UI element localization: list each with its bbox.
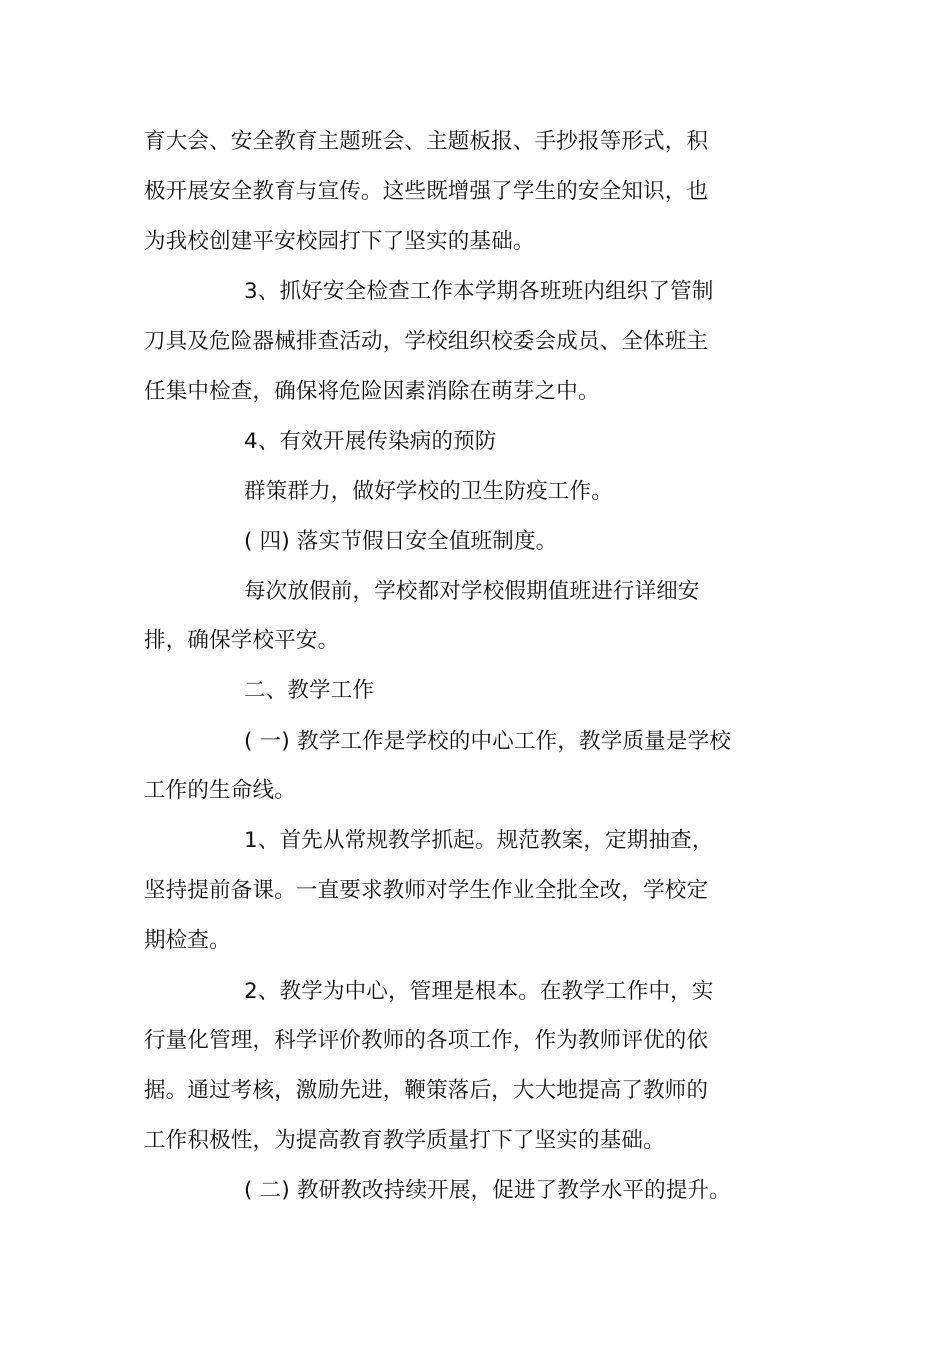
text-line: 二、教学工作 xyxy=(244,678,375,703)
text-line: 据。通过考核，激励先进，鞭策落后，大大地提高了教师的 xyxy=(144,1078,709,1103)
text-line: 行量化管理，科学评价教师的各项工作，作为教师评优的依 xyxy=(144,1028,709,1053)
text-line: 刀具及危险器械排查活动，学校组织校委会成员、全体班主 xyxy=(144,329,709,354)
text-line: 工作的生命线。 xyxy=(144,778,296,803)
text-line: ( 二) 教研教改持续开展，促进了教学水平的提升。 xyxy=(244,1178,731,1203)
text-line: 期检查。 xyxy=(144,928,231,953)
text-line: ( 一) 教学工作是学校的中心工作，教学质量是学校 xyxy=(244,729,731,754)
text-line: 为我校创建平安校园打下了坚实的基础。 xyxy=(144,229,535,254)
text-line: 4、有效开展传染病的预防 xyxy=(244,429,497,454)
text-line: 2、教学为中心，管理是根本。在教学工作中，实 xyxy=(244,979,714,1004)
text-line: 每次放假前，学校都对学校假期值班进行详细安 xyxy=(244,579,700,604)
text-line: 任集中检查，确保将危险因素消除在萌芽之中。 xyxy=(144,379,600,404)
text-line: 极开展安全教育与宣传。这些既增强了学生的安全知识，也 xyxy=(144,179,709,204)
text-line: 3、抓好安全检查工作本学期各班班内组织了管制 xyxy=(244,279,714,304)
text-line: 1、首先从常规教学抓起。规范教案，定期抽查， xyxy=(244,828,714,853)
text-line: 坚持提前备课。一直要求教师对学生作业全批全改，学校定 xyxy=(144,878,709,903)
text-line: 工作积极性，为提高教育教学质量打下了坚实的基础。 xyxy=(144,1128,665,1153)
text-line: 排，确保学校平安。 xyxy=(144,628,340,653)
text-line: 群策群力，做好学校的卫生防疫工作。 xyxy=(244,479,613,504)
text-line: 育大会、安全教育主题班会、主题板报、手抄报等形式，积 xyxy=(144,129,709,154)
text-line: ( 四) 落实节假日安全值班制度。 xyxy=(244,529,558,554)
